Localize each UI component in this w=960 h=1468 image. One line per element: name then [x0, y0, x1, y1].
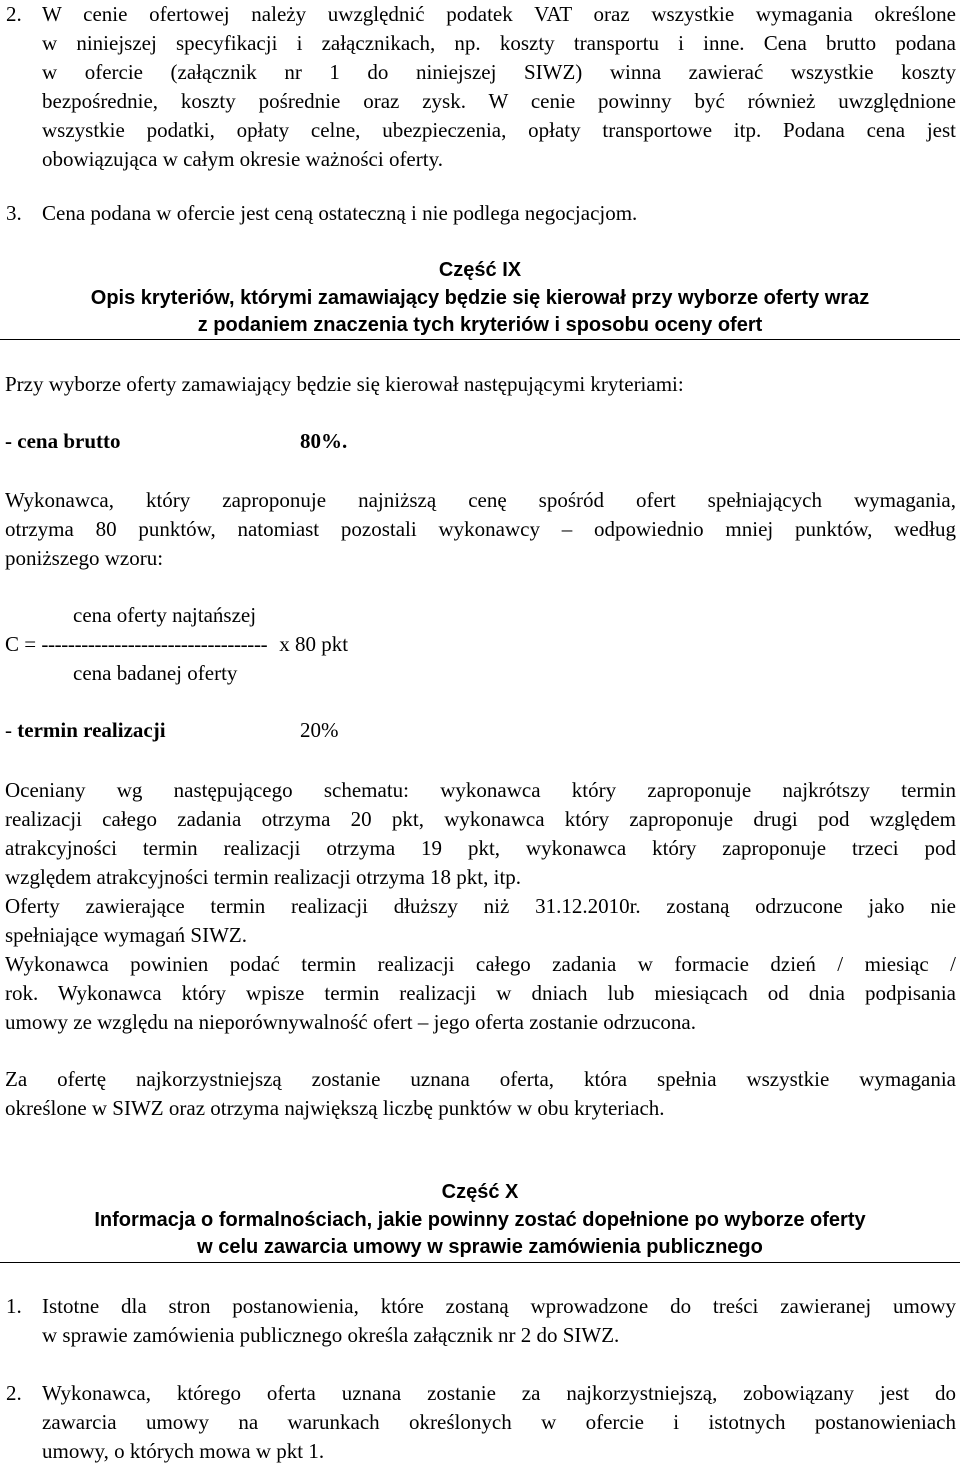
part-10-item-2-number: 2.: [6, 1381, 22, 1405]
formula-numerator: cena oferty najtańszej: [73, 603, 257, 627]
format-paragraph-line: umowy ze względu na nieporównywalność ofert – jego oferta zostanie odrzucona.: [5, 1010, 697, 1034]
price-paragraph-line: otrzyma 80 punktów, natomiast pozostali wykonawcy – odpowiednio mniej punktów, według: [5, 517, 956, 541]
item-2-line: w ofercie (załącznik nr 1 do niniejszej SIWZ) winna zawierać wszystkie koszty: [42, 60, 956, 84]
item-2-line: w niniejszej specyfikacji i załącznikach, np. koszty transportu i inne. Cena brutto podana: [42, 31, 956, 55]
criterion-price-label: - cena brutto: [5, 429, 121, 453]
rejection-paragraph-line: Oferty zawierające termin realizacji dłuższy niż 31.12.2010r. zostaną odrzucone jako nie: [5, 894, 956, 918]
part-9-subtitle: Opis kryteriów, którymi zamawiający będzie się kierował przy wyborze oferty wraz: [90, 287, 870, 309]
best-offer-paragraph-line: Za ofertę najkorzystniejszą zostanie uznana oferta, która spełnia wszystkie wymagania: [5, 1067, 956, 1091]
part-10-item-2-line: umowy, o których mowa w pkt 1.: [42, 1439, 325, 1463]
item-3-text: Cena podana w ofercie jest ceną ostateczną i nie podlega negocjacjom.: [42, 201, 638, 225]
formula-multiplier: x 80 pkt: [279, 632, 349, 656]
schedule-paragraph-line: Oceniany wg następującego schematu: wykonawca który zaproponuje najkrótszy termin: [5, 778, 956, 802]
schedule-paragraph-line: realizacji całego zadania otrzyma 20 pkt, wykonawca który zaproponuje drugi pod względem: [5, 807, 956, 831]
criterion-time-weight: 20%: [300, 718, 339, 742]
part-10-title: Część X: [441, 1181, 519, 1203]
criterion-time-label: [5, 720, 166, 741]
formula-denominator: cena badanej oferty: [73, 661, 238, 685]
part-10-item-2-line: Wykonawca, którego oferta uznana zostanie za najkorzystniejszą, zobowiązany jest do: [42, 1381, 956, 1405]
schedule-paragraph-line: atrakcyjności termin realizacji otrzyma 19 pkt, wykonawca który zaproponuje trzeci pod: [5, 836, 956, 860]
part-10-item-1-line: Istotne dla stron postanowienia, które zostaną wprowadzone do treści zawieranej umowy: [42, 1294, 956, 1318]
criteria-intro: Przy wyborze oferty zamawiający będzie się kierował następującymi kryteriami:: [5, 372, 684, 396]
criterion-time-name: termin realizacji: [17, 718, 166, 742]
part-10-subtitle: w celu zawarcia umowy w sprawie zamówienia publicznego: [197, 1236, 763, 1258]
item-2-line: bezpośrednie, koszty pośrednie oraz zysk. W cenie powinny być również uwzględnione: [42, 89, 956, 113]
item-2-line: wszystkie podatki, opłaty celne, ubezpieczenia, opłaty transportowe itp. Podana cena jest: [42, 118, 956, 142]
part-10-item-1-line: w sprawie zamówienia publicznego określa załącznik nr 2 do SIWZ.: [42, 1323, 620, 1347]
part-9-subtitle: z podaniem znaczenia tych kryteriów i sposobu oceny ofert: [197, 314, 763, 336]
formula-fraction-bar: ----------------------------------: [41, 632, 268, 656]
formula-lhs: C =: [5, 632, 42, 656]
item-2-number: 2.: [6, 2, 22, 26]
criterion-price-weight: 80%.: [300, 429, 348, 453]
item-3-number: 3.: [6, 201, 22, 225]
part-10-subtitle: Informacja o formalnościach, jakie powinny zostać dopełnione po wyborze oferty: [94, 1209, 866, 1231]
rejection-paragraph-line: spełniające wymagań SIWZ.: [5, 923, 247, 947]
criterion-time-prefix: -: [5, 718, 18, 742]
format-paragraph-line: rok. Wykonawca który wpisze termin realizacji w dniach lub miesiącach od dnia podpisania: [5, 981, 956, 1005]
item-2-line: W cenie ofertowej należy uwzględnić podatek VAT oraz wszystkie wymagania określone: [42, 2, 956, 26]
format-paragraph-line: Wykonawca powinien podać termin realizacji całego zadania w formacie dzień / miesiąc /: [5, 952, 956, 976]
price-paragraph-line: poniższego wzoru:: [5, 546, 164, 570]
formula-line: [5, 634, 348, 655]
part-10-item-2-line: zawarcia umowy na warunkach określonych w ofercie i istotnych postanowieniach: [42, 1410, 956, 1434]
part-10-heading-rule: [0, 1262, 960, 1263]
part-9-title: Część IX: [438, 259, 522, 281]
schedule-paragraph-line: względem atrakcyjności termin realizacji otrzyma 18 pkt, itp.: [5, 865, 522, 889]
price-paragraph-line: Wykonawca, który zaproponuje najniższą cenę spośród ofert spełniających wymagania,: [5, 488, 956, 512]
part-10-item-1-number: 1.: [6, 1294, 22, 1318]
best-offer-paragraph-line: określone w SIWZ oraz otrzyma największą liczbę punktów w obu kryteriach.: [5, 1096, 665, 1120]
item-2-line: obowiązująca w całym okresie ważności oferty.: [42, 147, 443, 171]
part-9-heading-rule: [0, 339, 960, 340]
